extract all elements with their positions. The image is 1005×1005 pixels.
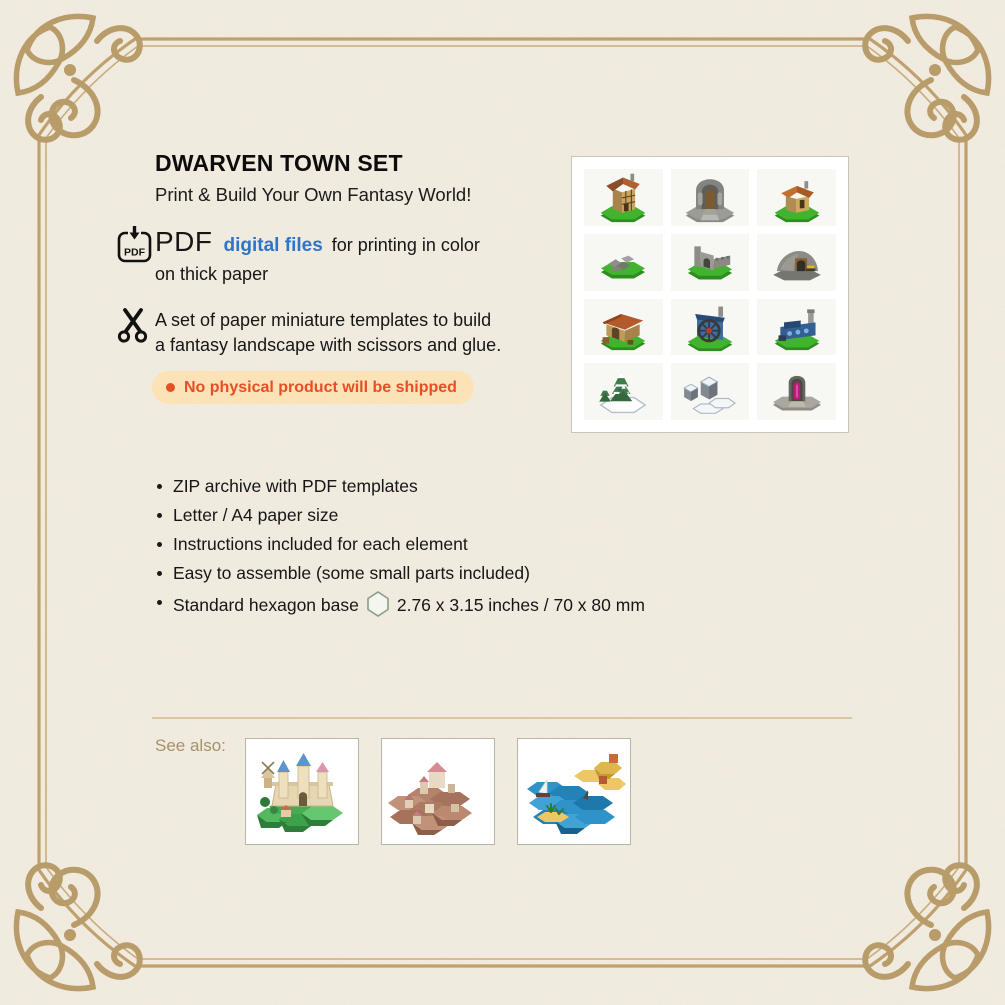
tile-workshop-barn — [584, 299, 663, 356]
list-item: Easy to assemble (some small parts included) — [155, 564, 755, 583]
pdf-icon-label: PDF — [124, 246, 145, 259]
shipping-note-badge — [152, 371, 474, 404]
list-item: Instructions included for each element — [155, 535, 755, 554]
tile-snow-rocks — [671, 363, 750, 420]
shipping-note-text: No physical product will be shipped — [184, 378, 457, 396]
pdf-feature-line — [155, 224, 555, 264]
hex-bullet-pre-text: Standard hexagon base — [173, 594, 359, 615]
product-details-list — [155, 477, 755, 627]
page-subtitle: Print & Build Your Own Fantasy World! — [155, 184, 472, 205]
list-item-hexagon-base — [155, 593, 755, 617]
section-divider — [152, 717, 852, 719]
description-line2: a fantasy landscape with scissors and glue. — [155, 335, 502, 355]
tile-small-cottage — [757, 169, 836, 226]
tile-water-mill — [671, 299, 750, 356]
tile-rune-shrine — [757, 363, 836, 420]
page-title: DWARVEN TOWN SET — [155, 150, 403, 176]
tile-rock-pile — [584, 234, 663, 291]
list-item: Letter / A4 paper size — [155, 506, 755, 525]
see-also-label: See also: — [155, 736, 226, 755]
pdf-feature-line2: on thick paper — [155, 264, 269, 284]
tile-ruined-wall — [671, 234, 750, 291]
hexagon-base-icon — [367, 591, 389, 617]
see-also-thumb-desert-town[interactable] — [381, 738, 495, 845]
pdf-big-text: PDF — [155, 226, 213, 257]
description-line1: A set of paper miniature templates to build — [155, 310, 492, 330]
tile-timber-house — [584, 169, 663, 226]
list-item: ZIP archive with PDF templates — [155, 477, 755, 496]
orange-bullet-icon — [166, 383, 175, 392]
tile-snowy-pines — [584, 363, 663, 420]
see-also-thumb-sea-islands[interactable] — [517, 738, 631, 845]
scissors-icon — [116, 306, 150, 343]
miniatures-gallery-panel[interactable] — [571, 156, 849, 433]
see-also-thumb-castle-town[interactable] — [245, 738, 359, 845]
tile-forge-machine — [757, 299, 836, 356]
tile-stone-gate — [671, 169, 750, 226]
tile-mine-entrance — [757, 234, 836, 291]
hex-bullet-post-text: 2.76 x 3.15 inches / 70 x 80 mm — [396, 594, 645, 615]
digital-files-highlight: digital files — [223, 235, 323, 256]
pdf-download-icon — [115, 224, 155, 266]
pdf-rest-text: for printing in color — [331, 235, 480, 255]
